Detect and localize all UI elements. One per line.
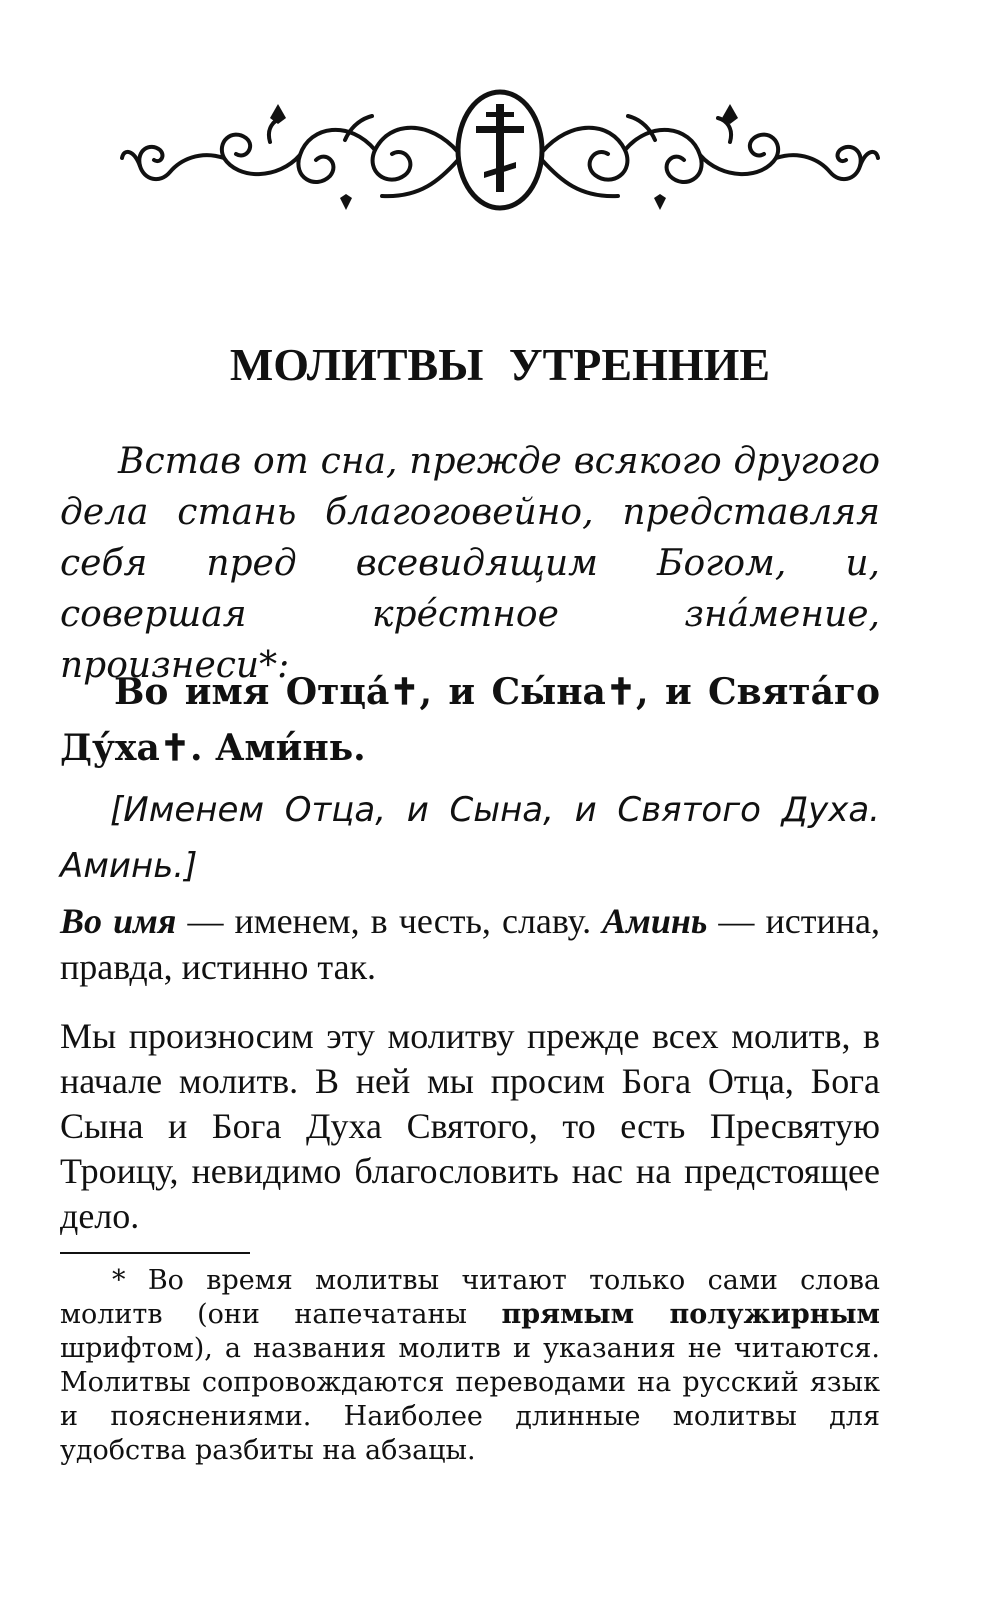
glossary-definition: — именем, в честь, славу. [176,901,603,941]
page-title: МОЛИТВЫ УТРЕННИЕ [229,339,771,390]
prayer-text: Во имя Отцá✝, и Сы́на✝, и Святáго Ду́ха✝. Ами́нь. [60,671,880,769]
glossary [60,898,880,990]
footnote-divider [60,1252,250,1254]
footnote [60,1264,880,1468]
instruction-text: Встав от сна, прежде всякого другого дела стань благоговейно, представляя себя пред всевидящим Богом, и, совершая крéстное знáмение, произнеси*: [60,441,880,686]
footnote-text: шрифтом), а названия молитв и указания не читаются. Молитвы сопровождаются переводами на русский язык и пояснениями. Наиболее длинные молитвы для удобства разбиты на абзацы. [60,1333,880,1466]
translation-text: [Именем Отца, и Сына, и Святого Духа. Аминь.] [60,790,880,886]
footnote-bold-text: прямым полужирным [501,1299,880,1330]
glossary-term: Аминь [602,901,708,941]
footnote-text: * Во время молитвы читают только сами слова молитв (они напечатаны [60,1265,880,1330]
explanation-paragraph: Мы произносим эту молитву прежде всех молитв, в начале молитв. В ней мы просим Бога Отца, Бога Сына и Бога Духа Святого, то есть Пресвятую Троицу, невидимо благословить нас на предстоящее дело. [60,1016,880,1236]
glossary-definition: — истина, правда, истинно так. [60,901,880,987]
orthodox-cross-ornament-icon [120,80,880,220]
glossary-term: Во имя [60,901,177,941]
